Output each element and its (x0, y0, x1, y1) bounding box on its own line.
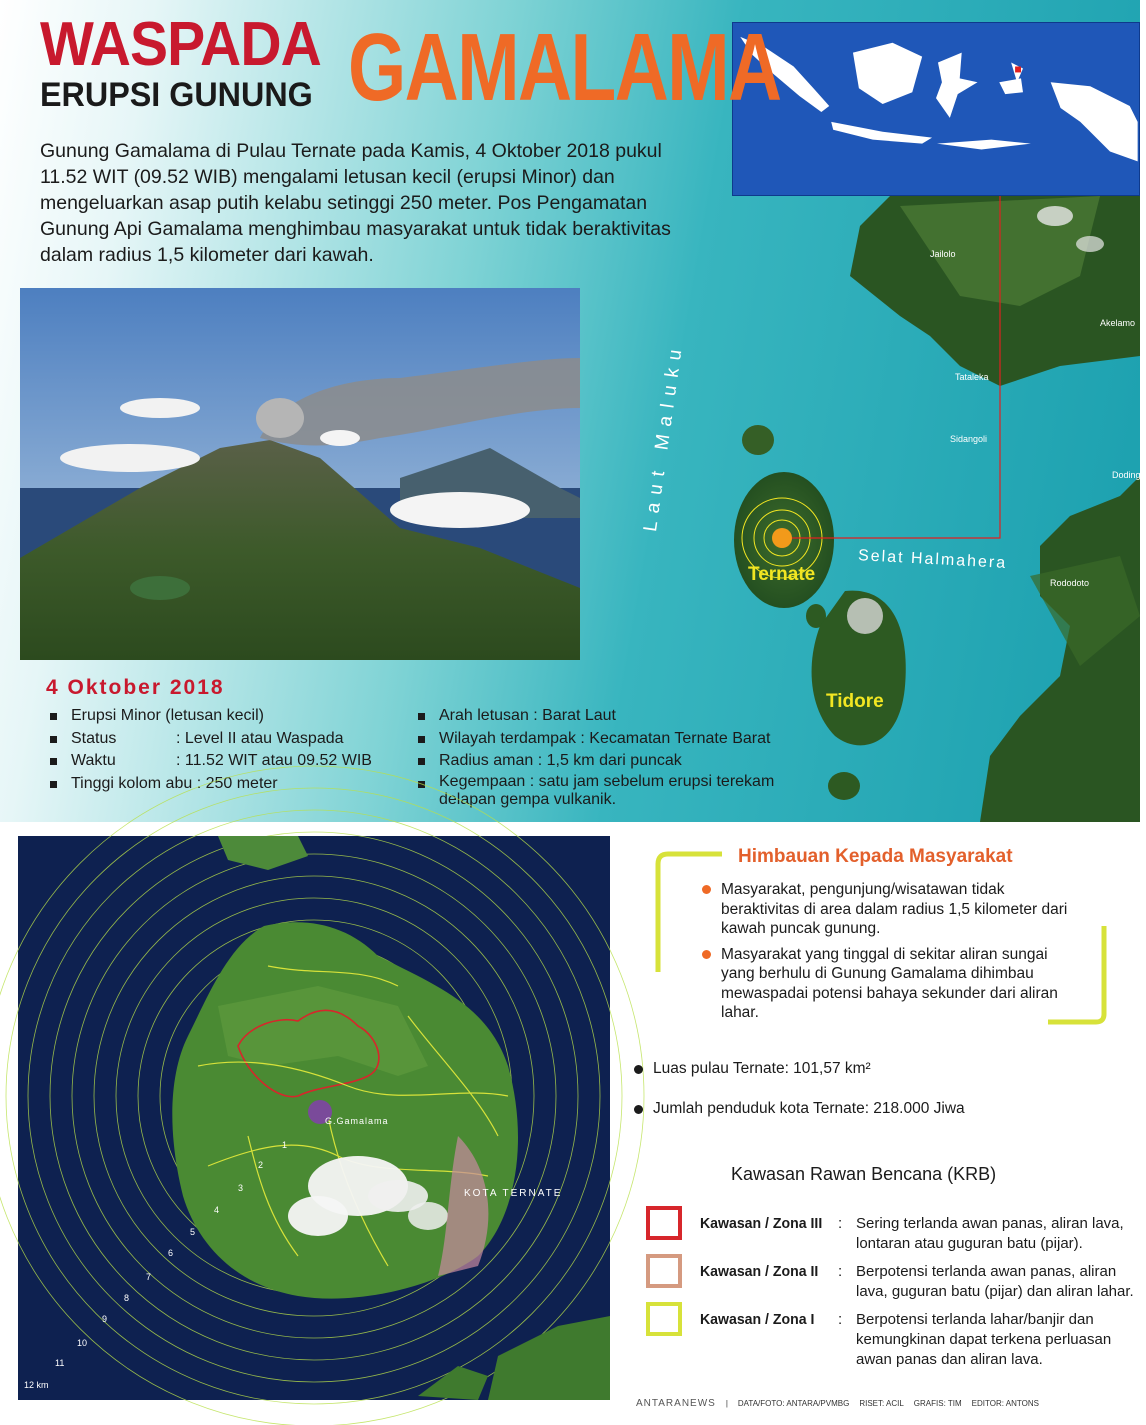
fact-key: Status (71, 729, 117, 747)
zone-desc: Berpotensi terlanda lahar/banjir dan kemungkinan dapat terkena perluasan awan panas dan aliran lava. (856, 1311, 1112, 1368)
ring-label: 5 (190, 1227, 196, 1237)
zone-desc: Sering terlanda awan panas, aliran lava, lontaran atau guguran batu (pijar). (856, 1215, 1124, 1252)
zone-swatch (646, 1206, 682, 1240)
intro-text: Gunung Gamalama di Pulau Ternate pada Kamis, 4 Oktober 2018 pukul 11.52 WIT (09.52 WIB) mengalami letusan kecil (erupsi Minor) dan mengeluarkan asap putih kelabu setinggi 250 meter. Pos Pengamatan Gunung Api Gamalama menghimbau masyarakat untuk tidak beraktivitas dalam radius 1,5 kilometer dari kawah. (40, 140, 671, 266)
title-gamalama: GAMALAMA (348, 14, 781, 121)
credit-editor: EDITOR: ANTONS (971, 1399, 1039, 1408)
fact-value: : 11.52 WIT atau 09.52 WIB (176, 752, 372, 769)
fact-value: 250 meter (201, 774, 278, 792)
himbauan-item (702, 945, 1082, 1023)
volcano-photo (20, 288, 580, 660)
fact-row (46, 750, 406, 773)
bullet-dot (702, 885, 711, 894)
eruption-date: 4 Oktober 2018 (46, 676, 225, 699)
krb-title: Kawasan Rawan Bencana (KRB) (731, 1164, 997, 1184)
stat-luas (634, 1060, 871, 1078)
ring-label: 8 (124, 1293, 130, 1303)
himbauan-item (702, 880, 1082, 939)
himbauan-text: Masyarakat, pengunjung/wisatawan tidak beraktivitas di area dalam radius 1,5 kilometer dari kawah puncak gunung. (721, 881, 1068, 937)
fact-value: : Level II atau Waspada (176, 729, 344, 747)
fact-row (414, 728, 814, 751)
label-town: Akelamo (1100, 318, 1136, 328)
fact-row (414, 773, 814, 809)
krb-zone-row (646, 1214, 1136, 1254)
small-island (742, 425, 774, 455)
zone-swatch (646, 1302, 682, 1336)
label-town: Tataleka (955, 372, 989, 382)
ring-label: 11 (55, 1358, 65, 1368)
fact-row (46, 705, 406, 728)
fact-row (414, 705, 814, 728)
label-g-gamalama: G.Gamalama (325, 1116, 389, 1126)
fact-row (46, 728, 406, 751)
label-town: Rododoto (1050, 578, 1090, 588)
fact-row (46, 773, 406, 796)
zone-name: Kawasan / Zona II (700, 1263, 819, 1280)
title-waspada: WASPADA (40, 10, 321, 79)
ring-label: 10 (77, 1338, 88, 1348)
ring-label: 3 (238, 1183, 244, 1193)
stat-penduduk (634, 1100, 965, 1118)
fact-key: Erupsi Minor (letusan kecil) (71, 707, 264, 724)
credit-data: DATA/FOTO: ANTARA/PVMBG (737, 1399, 850, 1408)
ring-label: 9 (102, 1314, 108, 1324)
credit-grafis: GRAFIS: TIM (913, 1399, 962, 1408)
credit-riset: RISET: ACIL (859, 1399, 904, 1408)
fact-text: Arah letusan : Barat Laut (439, 707, 616, 724)
ring-label: 7 (146, 1272, 152, 1282)
fact-key: Tinggi kolom abu : (71, 774, 202, 792)
label-kota-ternate: KOTA TERNATE (464, 1188, 563, 1199)
label-town: Sidangoli (950, 434, 988, 444)
zone-colon: : (838, 1263, 843, 1280)
ring-label: 2 (258, 1160, 264, 1170)
zone-name: Kawasan / Zona III (700, 1215, 823, 1232)
fact-text: Kegempaan : satu jam sebelum erupsi terekam delapan gempa vulkanik. (439, 772, 775, 808)
bullet-dot (702, 950, 711, 959)
ring-label: 6 (168, 1248, 174, 1258)
label-laut-maluku: Laut Maluku (640, 340, 688, 533)
title-erupsi: ERUPSI GUNUNG (40, 76, 313, 114)
stat-luas-text: Luas pulau Ternate: 101,57 km² (653, 1060, 871, 1077)
zone-desc: Berpotensi terlanda awan panas, aliran lava, guguran batu (pijar) dan aliran lahar. (856, 1263, 1134, 1300)
indonesia-inset-map (732, 22, 1140, 196)
himbauan-title: Himbauan Kepada Masyarakat (738, 846, 1013, 867)
ring-label: 4 (214, 1205, 220, 1215)
krb-zone-row (646, 1262, 1136, 1302)
fact-row (414, 750, 814, 773)
credits-footer: ANTARANEWS | DATA/FOTO: ANTARA/PVMBG RISET: ACIL GRAFIS: TIM EDITOR: ANTONS (636, 1398, 1039, 1409)
himbauan-list (702, 880, 1082, 1029)
zone-colon: : (838, 1311, 843, 1328)
label-selat-halmahera: Selat Halmahera (857, 547, 1008, 572)
fact-key: Waktu (71, 752, 116, 769)
stat-penduduk-text: Jumlah penduduk kota Ternate: 218.000 Jiwa (653, 1100, 965, 1117)
zone-colon: : (838, 1215, 843, 1232)
ring-label: 12 km (24, 1380, 49, 1390)
label-ternate: Ternate (748, 564, 816, 585)
label-town: Dodinga (1112, 470, 1146, 480)
ring-label: 1 (282, 1140, 288, 1150)
zone-name: Kawasan / Zona I (700, 1311, 815, 1328)
facts-left (46, 705, 406, 795)
himbauan-text: Masyarakat yang tinggal di sekitar aliran sungai yang berhulu di Gunung Gamalama dihimbau mewaspadai potensi bahaya sekunder dari aliran lahar. (721, 945, 1058, 1021)
krb-zone-row (646, 1310, 1136, 1370)
fact-text: Radius aman : 1,5 km dari puncak (439, 752, 682, 769)
facts-right (414, 705, 814, 809)
antara-logo: ANTARANEWS (636, 1398, 716, 1409)
label-tidore: Tidore (826, 691, 884, 712)
zone-swatch (646, 1254, 682, 1288)
fact-text: Wilayah terdampak : Kecamatan Ternate Barat (439, 729, 771, 747)
label-town: Jailolo (930, 249, 956, 259)
